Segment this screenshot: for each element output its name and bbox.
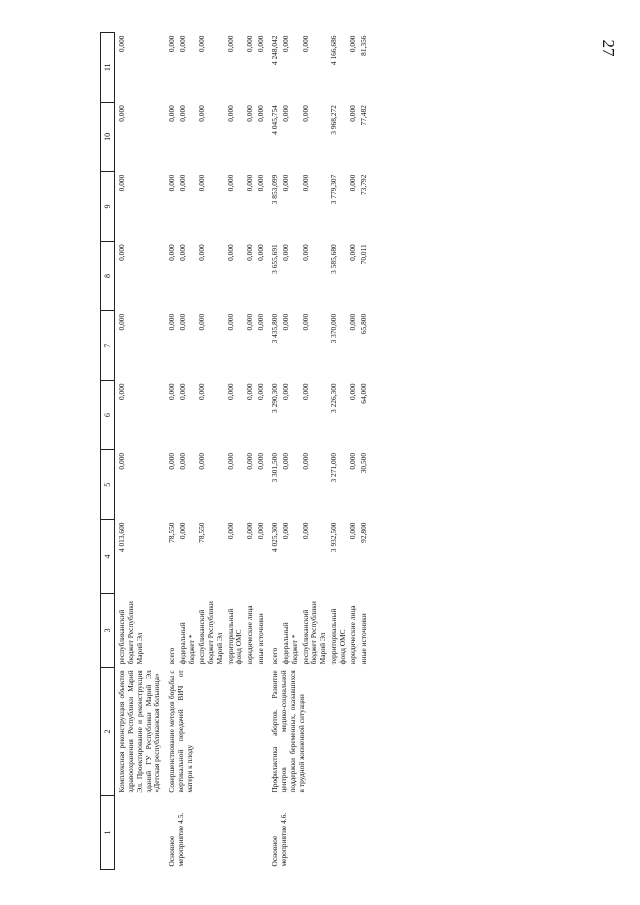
- value-cell: 3 301,500: [270, 452, 280, 483]
- value-cell: 0,000: [177, 244, 187, 261]
- value-cell: 0,000: [281, 244, 291, 261]
- column-header-11: 11: [101, 33, 115, 103]
- value-cell: 0,000: [255, 313, 265, 331]
- value-cell: 0,000: [281, 452, 291, 470]
- value-cell: 4 045,754: [270, 105, 280, 135]
- value-cell: 73,792: [359, 174, 369, 196]
- section-description: Совершенствование методов борьбы с вертикальной передачей ВИЧ от матери к плоду: [167, 670, 194, 793]
- section-description: Профилактика абортов. Развитие центров медико-социальной поддержки беременных, оказавшихся в трудной жизненной ситуации: [270, 670, 306, 793]
- value-cell: 3 290,300: [270, 383, 280, 413]
- value-cell: 0,000: [348, 35, 358, 53]
- value-cell: 0,000: [167, 383, 177, 401]
- value-cell: 0,000: [281, 105, 291, 122]
- value-cell: 4 025,300: [270, 522, 280, 553]
- value-cell: 78,550: [167, 522, 177, 543]
- value-cell: 0,000: [244, 174, 254, 192]
- value-cell: 0,000: [225, 105, 235, 122]
- section-label: Основное мероприятие 4.6.: [270, 812, 289, 867]
- table-body: [115, 33, 370, 870]
- value-cell: 0,000: [225, 174, 235, 192]
- value-cell: 0,000: [117, 244, 127, 261]
- value-cell: 0,000: [225, 522, 235, 540]
- value-cell: 0,000: [225, 244, 235, 261]
- value-cell: 0,000: [177, 35, 187, 53]
- value-cell: 0,000: [255, 244, 265, 261]
- value-cell: 0,000: [255, 35, 265, 53]
- value-cell: 0,000: [255, 105, 265, 122]
- value-cell: 0,000: [167, 105, 177, 122]
- value-cell: 0,000: [117, 383, 127, 401]
- funding-source: иные источники: [359, 613, 369, 665]
- value-cell: 0,000: [348, 105, 358, 122]
- value-cell: 0,000: [177, 383, 187, 401]
- value-cell: 0,000: [225, 313, 235, 331]
- value-cell: 0,000: [167, 452, 177, 470]
- value-cell: 0,000: [300, 383, 310, 401]
- value-cell: 0,000: [225, 452, 235, 470]
- value-cell: 3 779,307: [328, 174, 338, 205]
- budget-table-container: [100, 32, 640, 870]
- value-cell: 0,000: [281, 35, 291, 53]
- value-cell: 0,000: [117, 313, 127, 331]
- value-cell: 0,000: [177, 174, 187, 192]
- section-label: Основное мероприятие 4.5.: [167, 812, 185, 867]
- value-cell: 0,000: [300, 105, 310, 122]
- value-cell: 0,000: [117, 174, 127, 192]
- funding-source: территориальный фонд ОМС: [225, 608, 244, 665]
- value-cell: 0,000: [244, 35, 254, 53]
- funding-source: всего: [167, 647, 177, 665]
- value-cell: 0,000: [255, 174, 265, 192]
- value-cell: 0,000: [348, 522, 358, 540]
- value-cell: 0,000: [300, 244, 310, 261]
- funding-source: иные источники: [255, 613, 265, 665]
- value-cell: 0,000: [177, 452, 187, 470]
- table-row: [115, 33, 163, 870]
- value-cell: 0,000: [117, 452, 127, 470]
- value-cell: 0,000: [281, 522, 291, 540]
- table-row: [266, 33, 281, 870]
- table-header-row: [101, 33, 115, 870]
- funding-source: территориальный фонд ОМС: [328, 608, 347, 665]
- value-cell: 0,000: [348, 244, 358, 261]
- funding-source: всего: [270, 647, 280, 665]
- value-cell: 0,000: [225, 383, 235, 401]
- value-cell: 3 226,300: [328, 383, 338, 413]
- funding-source: республиканский бюджет Республики Марий Эл: [117, 601, 144, 665]
- value-cell: 0,000: [244, 452, 254, 470]
- value-cell: 0,000: [300, 313, 310, 331]
- value-cell: 0,000: [281, 383, 291, 401]
- value-cell: 0,000: [177, 313, 187, 331]
- section-label: [115, 796, 163, 870]
- column-header-8: 8: [101, 241, 115, 311]
- value-cell: 3 271,000: [328, 452, 338, 483]
- value-cell: 4 166,686: [328, 35, 338, 66]
- value-cell: 0,000: [300, 35, 310, 53]
- table-row: [163, 33, 178, 870]
- funding-source: федеральный бюджет *: [281, 622, 299, 665]
- column-header-4: 4: [101, 520, 115, 594]
- value-cell: 65,800: [359, 313, 369, 335]
- value-cell: 0,000: [244, 522, 254, 540]
- section-description: Комплексная реконструкция объектов здравоохранения Республики Марий Эл. Проектирование и реконструкция зданий ГУ Республики Марий Эл «Детская республиканская больница»: [117, 670, 162, 793]
- value-cell: 92,800: [359, 522, 369, 543]
- column-header-5: 5: [101, 450, 115, 520]
- funding-source: республиканский бюджет Республики Марий Эл: [197, 601, 224, 665]
- value-cell: 0,000: [300, 522, 310, 540]
- column-header-7: 7: [101, 311, 115, 381]
- value-cell: 0,000: [255, 452, 265, 470]
- value-cell: 3 655,691: [270, 244, 280, 274]
- value-cell: 0,000: [244, 244, 254, 261]
- value-cell: 30,500: [359, 452, 369, 474]
- value-cell: 0,000: [167, 174, 177, 192]
- value-cell: 0,000: [348, 452, 358, 470]
- value-cell: 3 435,800: [270, 313, 280, 344]
- budget-table: [100, 32, 370, 870]
- value-cell: 0,000: [197, 383, 207, 401]
- value-cell: 0,000: [197, 174, 207, 192]
- value-cell: 77,482: [359, 105, 369, 126]
- value-cell: 0,000: [177, 522, 187, 540]
- value-cell: 0,000: [197, 244, 207, 261]
- value-cell: 0,000: [281, 313, 291, 331]
- funding-source: юридические лица: [348, 605, 358, 665]
- value-cell: 0,000: [177, 105, 187, 122]
- value-cell: 0,000: [244, 105, 254, 122]
- funding-source: республиканский бюджет Республики Марий Эл: [300, 601, 328, 665]
- column-header-3: 3: [101, 593, 115, 667]
- funding-source: юридические лица: [244, 605, 254, 665]
- value-cell: 0,000: [197, 105, 207, 122]
- value-cell: 0,000: [117, 35, 127, 53]
- column-header-10: 10: [101, 102, 115, 172]
- column-header-6: 6: [101, 380, 115, 450]
- value-cell: 0,000: [348, 313, 358, 331]
- value-cell: 0,000: [300, 174, 310, 192]
- column-header-2: 2: [101, 667, 115, 795]
- value-cell: 0,000: [300, 452, 310, 470]
- value-cell: 0,000: [281, 174, 291, 192]
- value-cell: 4 248,042: [270, 35, 280, 66]
- value-cell: 3 968,272: [328, 105, 338, 135]
- value-cell: 0,000: [167, 35, 177, 53]
- value-cell: 0,000: [348, 174, 358, 192]
- value-cell: 81,356: [359, 35, 369, 56]
- value-cell: 0,000: [244, 383, 254, 401]
- column-header-9: 9: [101, 172, 115, 242]
- value-cell: 3 370,000: [328, 313, 338, 344]
- value-cell: 4 013,600: [117, 522, 127, 553]
- funding-source: федеральный бюджет *: [177, 622, 196, 665]
- value-cell: 0,000: [348, 383, 358, 401]
- value-cell: 3 853,099: [270, 174, 280, 205]
- page-number: 27: [599, 39, 618, 57]
- value-cell: 0,000: [197, 35, 207, 53]
- value-cell: 0,000: [255, 522, 265, 540]
- value-cell: 0,000: [197, 313, 207, 331]
- column-header-1: 1: [101, 796, 115, 870]
- value-cell: 0,000: [255, 383, 265, 401]
- value-cell: 0,000: [167, 313, 177, 331]
- value-cell: 0,000: [244, 313, 254, 331]
- value-cell: 78,550: [197, 522, 207, 543]
- value-cell: 0,000: [225, 35, 235, 53]
- value-cell: 3 932,500: [328, 522, 338, 553]
- value-cell: 0,000: [197, 452, 207, 470]
- value-cell: 70,011: [359, 244, 369, 265]
- value-cell: 0,000: [167, 244, 177, 261]
- value-cell: 3 585,680: [328, 244, 338, 274]
- value-cell: 0,000: [117, 105, 127, 122]
- value-cell: 64,000: [359, 383, 369, 404]
